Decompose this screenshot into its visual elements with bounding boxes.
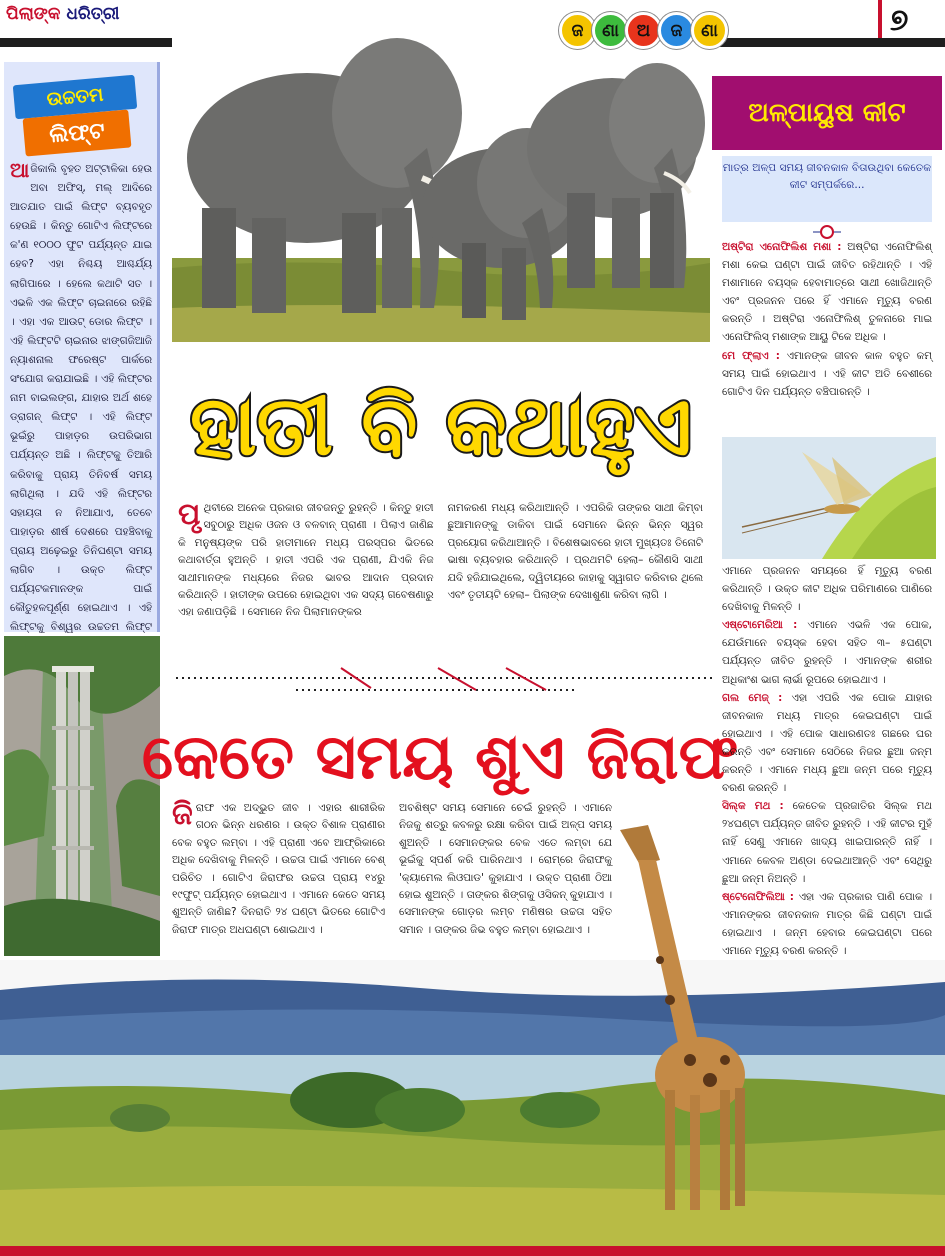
brand-part2: ଧରିତ୍ରୀ — [66, 4, 120, 24]
page-number: ୭ — [890, 3, 909, 38]
insect-entry-stenophilia — [722, 888, 932, 960]
giraffe-title — [141, 708, 739, 796]
tab-letter-3: ଅ — [625, 12, 662, 49]
insect-name: ଷ୍ଟେନୋଫିଲିଆ : — [722, 890, 794, 903]
elephant-photo — [172, 8, 710, 342]
insects-subtitle: ମାତ୍ର ଅଳ୍ପ ସମୟ ଜୀବନକାଳ ବିତାଉଥିବା କେତେକ କୀଟ ସମ୍ପର୍କରେ... — [722, 156, 932, 222]
lift-badge-line1: ଉଚ୍ଚତମ — [13, 75, 137, 120]
page-number-bar — [878, 0, 882, 38]
insect-entry-estomeria — [722, 616, 932, 688]
giraffe-col1-text: ରାଫ ଏକ ଅଦ୍ଭୁତ ଜୀବ । ଏହାର ଶାରୀରିକ ଗଠନ ଭିନ୍ନ ଧରଣର । ଉକ୍ତ ବିଶାଳ ପ୍ରାଣୀର ବେକ ବହୁତ ଲମ୍ବା । ଏହି ପ୍ରାଣୀ ଏବେ ଆଫ୍ରିକାରେ ଅଧିକ ଦେଖିବାକୁ ମିଳନ୍ତି । ଉଚ୍ଚତା ପାଇଁ ଏମାନେ ବେଶ୍ ପରିଚିତ । ଗୋଟିଏ ଜିରାଫର ଉଚ୍ଚତା ପ୍ରାୟ ୧୪ରୁ ୧୯ଫୁଟ୍ ପର୍ଯ୍ୟନ୍ତ ହୋଇଥାଏ । ଏମାନେ କେତେ ସମୟ ଶୁଅନ୍ତି ଜାଣିଛ? ଦିନରାତି ୨୪ ଘଣ୍ଟା ଭିତରେ ଗୋଟିଏ ଜିରାଫ ମାତ୍ର ଅଧଘଣ୍ଟା ଶୋଇଥାଏ । — [172, 802, 385, 936]
insect-desc: ଏମାନେ ଏଭଳି ଏକ ପୋକ, ଯେଉଁମାନେ ବୟସ୍କ ହେବା ସହିତ ୩– ୫ଘଣ୍ଟା ପର୍ଯ୍ୟନ୍ତ ଜୀବିତ ରୁହନ୍ତି । ଏମାନଙ୍କ ଶରୀର ଅଧିକାଂଶ ଭାଗ ଲାର୍ଭା ରୂପରେ ହୋଇଥାଏ । — [722, 619, 932, 686]
lift-article — [10, 160, 152, 656]
giraffe-col-1 — [172, 797, 385, 939]
elephant-article — [178, 497, 703, 622]
giraffe-article — [172, 797, 612, 939]
mayfly-photo — [722, 437, 936, 559]
insect-name: ଅଷ୍ଟିରା ଏନୋଫିଲିଶ ମଶା : — [722, 241, 842, 253]
tab-letter-5: ଣା — [691, 12, 728, 49]
insects-title: ଅଳ୍ପାୟୁଷ କୀଟ — [712, 76, 942, 150]
tab-letter-1: ଜ — [559, 12, 596, 49]
elephant-title — [176, 356, 706, 486]
insect-name: ଗଲ ମେଜ୍ : — [722, 691, 783, 704]
insect-desc: ଅଷ୍ଟିରା ଏନୋଫିଲିଶ୍ ମଶା କେଇ ଘଣ୍ଟା ପାଇଁ ଜୀବିତ ରହିଥାନ୍ତି । ଏହି ମଶାମାନେ ବୟସ୍କ ହେବାମାତ୍ରେ ସାଥୀ ଖୋଜିଥାନ୍ତି ଏବଂ ପ୍ରଜନନ ପରେ ହିଁ ଏମାନେ ମୃତ୍ୟୁ ବରଣ କରନ୍ତି । ଅଷ୍ଟିରା ଏନୋଫିଲିଶ୍ ତୁଳନାରେ ମାଇ ଏନୋଫିଲିସ୍ ମଶାଙ୍କ ଆୟୁ ଟିକେ ଅଧିକ । — [722, 241, 932, 344]
mayfly-continued: ଏମାନେ ପ୍ରଜନନ ସମୟରେ ହିଁ ମୃତ୍ୟୁ ବରଣ କରିଥାନ୍ତି । ଉକ୍ତ କୀଟ ଅଧିକ ପରିମାଣରେ ପାଣିରେ ଦେଖିବାକୁ ମିଳନ୍ତି । — [722, 565, 932, 614]
lift-dropcap: ଆ — [10, 158, 30, 182]
insect-desc: ଏମାନଙ୍କ ଜୀବନ କାଳ ବହୁତ କମ୍ ସମୟ ପାଇଁ ହୋଇଥାଏ । ଏହି କୀଟ ଅତି ବେଶୀରେ ଗୋଟିଏ ଦିନ ପର୍ଯ୍ୟନ୍ତ ବଞ୍ଚିପାରନ୍ତି । — [722, 349, 932, 398]
insect-desc: କେତେକ ପ୍ରଜାତିର ସିଲ୍କ ମଥ ୨୪ଘଣ୍ଟା ପର୍ଯ୍ୟନ୍ତ ଜୀବିତ ରୁହନ୍ତି । ଏହି କୀଟର ମୁହଁ ନାହିଁ ସେଣୁ ଏମାନେ ଖାଦ୍ୟ ଖାଇପାରନ୍ତି ନାହିଁ । ଏମାନେ କେବଳ ଅଣ୍ଡା ଦେଇଥାଆନ୍ତି ଏବଂ ସେଥିରୁ ଛୁଆ ଜନ୍ମ ନିଅନ୍ତି । — [722, 800, 932, 885]
insect-entry-anopheles — [722, 238, 932, 347]
elephant-col1-text: ଥିବୀରେ ଅନେକ ପ୍ରକାର ଜୀବଜନ୍ତୁ ରୁହନ୍ତି । କିନ୍ତୁ ହାତୀ ସବୁଠାରୁ ଅଧିକ ଓଜନ ଓ ବଳବାନ୍ ପ୍ରାଣୀ । ପିଲାଏ ଜାଣିଛ କି ମନୁଷ୍ୟଙ୍କ ପରି ହାତୀମାନେ ମଧ୍ୟ ପରସ୍ପର ଭିତରେ କଥାବାର୍ତ୍ତା ହୁଅନ୍ତି । ହାତୀ ଏପରି ଏକ ପ୍ରାଣୀ, ଯିଏକି ନିଜ ସାଥୀମାନଙ୍କ ମଧ୍ୟରେ ନିଜର ଭାବର ଆଦାନ ପ୍ରଦାନ କରିଥାନ୍ତି । ହାତୀଙ୍କ ଉପରେ ହୋଇଥିବା ଏକ ସଦ୍ୟ ଗବେଷଣାରୁ ଏହା ଜଣାପଡ଼ିଛି । ସେମାନେ ନିଜ ପିଲାମାନଙ୍କର — [178, 502, 434, 619]
giraffe-title-text: କେତେ ସମୟ ଶୁଏ ଜିରାଫ — [141, 720, 739, 793]
insect-name: ସିଲ୍କ ମଥ : — [722, 800, 784, 813]
giraffe-col-2: ଅବଶିଷ୍ଟ ସମୟ ସେମାନେ ଚେଇଁ ରୁହନ୍ତି । ଏମାନେ ନିଜକୁ ଶତ୍ରୁ କବଳରୁ ରକ୍ଷା କରିବା ପାଇଁ ଅଳ୍ପ ସମୟ ଶୁଅନ୍ତି । ସେମାନଙ୍କର ବେକ ଏତେ ଲମ୍ବା ଯେ ଭୂଇଁକୁ ସ୍ପର୍ଶ କରି ପାରିନଥାଏ । ରୋମ୍‌ରେ ଜିରାଫକୁ 'କ୍ୟାମେଲ ଲିଓପାଡ' କୁହାଯାଏ । ଉକ୍ତ ପ୍ରାଣୀ ଠିଆ ହୋଇ ଶୁଅନ୍ତି । ତାଙ୍କର ଶିଙ୍ଗକୁ ଓସିକନ୍ କୁହାଯାଏ । ସେମାନଙ୍କ ଗୋଡ଼ର ଲମ୍ବ ମଣିଷର ଉଚ୍ଚତା ସହିତ ସମାନ । ତାଙ୍କର ଜିଭ ବହୁତ ଲମ୍ବା ହୋଇଥାଏ । — [399, 802, 612, 936]
lift-badge-line2: ଲିଫ୍ଟ — [23, 109, 132, 156]
brand-part1: ପିଲାଙ୍କ — [6, 4, 61, 24]
insect-name: ମେ ଫ୍ଲାଏ : — [722, 349, 780, 362]
elephant-dropcap: ପୃ — [178, 497, 201, 532]
tab-letter-2: ଣା — [592, 12, 629, 49]
insect-entry-mayfly — [722, 347, 932, 401]
giraffe-dropcap: ଜି — [172, 797, 193, 832]
insect-desc: ଏହା ଏପରି ଏକ ପୋକ ଯାହାର ଜୀବନକାଳ ମଧ୍ୟ ମାତ୍ର କେଇଘଣ୍ଟା ପାଇଁ ହୋଇଥାଏ । ଏହି ପୋକ ସାଧାରଣତଃ ଗଛରେ ଘର କରନ୍ତି ଏବଂ ସେମାନେ ସେଠିରେ ନିଜର ଛୁଆ ଜନ୍ମ କରନ୍ତି । ଏମାନେ ମଧ୍ୟ ଛୁଆ ଜନ୍ମ ପରେ ମୃତ୍ୟୁ ବରଣ କରନ୍ତି । — [722, 691, 932, 795]
lift-photo — [4, 636, 160, 956]
elephant-title-text: ହାତୀ ବି କଥାହୁଏ — [190, 379, 692, 474]
savanna-photo — [0, 960, 945, 1246]
insects-article-part2 — [722, 562, 932, 960]
tab-letter-4: ଜ — [658, 12, 695, 49]
section-divider — [176, 660, 712, 710]
insect-desc: ଏହା ଏକ ପ୍ରକାର ପାଣି ପୋକ । ଏମାନଙ୍କର ଜୀବନକାଳ ମାତ୍ର କିଛି ଘଣ୍ଟା ପାଇଁ ହୋଇଥାଏ । ଜନ୍ମ ହେବାର କେଇଘଣ୍ଟା ପରେ ଏମାନେ ମୃତ୍ୟୁ ବରଣ କରନ୍ତି । — [722, 890, 932, 957]
footer-rule — [0, 1246, 945, 1256]
insects-article-part1 — [722, 238, 932, 401]
insect-name: ଏଷ୍ଟୋମେରିଆ : — [722, 619, 798, 632]
elephant-col-2: ନାମକରଣ ମଧ୍ୟ କରିଥାଆନ୍ତି । ଏପରିକି ତାଙ୍କର ସାଥୀ କିମ୍ବା ଛୁଆମାନଙ୍କୁ ଡାକିବା ପାଇଁ ସେମାନେ ଭିନ୍ନ ଭିନ୍ନ ସ୍ୱର ପ୍ରୟୋଗ କରିଥାଆନ୍ତି । ବିଶେଷଭାବରେ ହାତୀ ମୁଖ୍ୟତଃ ତିନୋଟି ଭାଷା ବ୍ୟବହାର କରିଥାନ୍ତି । ପ୍ରଥମଟି ହେଲା– କୌଣସି ସାଥୀ ଯଦି ହଜିଯାଇଥିଲେ, ଦ୍ୱିତୀୟରେ କାହାକୁ ସ୍ୱାଗତ କରିବାର ଥିଲେ ଏବଂ ତୃତୀୟଟି ହେଲା– ପିଲାଙ୍କ ଦେଖାଶୁଣା କରିବା ଲାଗି । — [447, 502, 703, 602]
section-tabs — [563, 12, 728, 49]
lift-body: ଜିକାଲି ବୃହତ ଅଟ୍ଟାଳିକା ହେଉ ଅବା ଅଫିସ୍, ମଲ୍ ଆଦିରେ ଆତଯାତ ପାଇଁ ଲିଫ୍ଟ ବ୍ୟବହୃତ ହେଉଛି । କିନ୍ତୁ ଗୋଟିଏ ଲିଫ୍ଟରେ କ'ଣ ୧୦୦୦ ଫୁଟ ପର୍ଯ୍ୟନ୍ତ ଯାଇ ହେବ? ଏହା ନିଶ୍ଚୟ ଆଶ୍ଚର୍ଯ୍ୟ ଲାଗିପାରେ । ହେଲେ କଥାଟି ସତ । ଏଭଳି ଏକ ଲିଫ୍ଟ ଚାଇନାରେ ରହିଛି । ଏହା ଏକ ଆଉଟ୍ ଡୋର ଲିଫ୍ଟ । ଏହି ଲିଫ୍ଟଟି ଚାଇନାର ଝାଙ୍ଗଜିଆଜି ନ୍ୟାଶନାଲ ଫରେଷ୍ଟ ପାର୍କରେ ସଂଯୋଗ କରାଯାଇଛି । ଏହି ଲିଫ୍ଟର ନାମ ବାଇଲଙ୍ଗ, ଯାହାର ଅର୍ଥ ଶହେ ଡ୍ରାଗନ୍ ଲିଫ୍ଟ । ଏହି ଲିଫ୍ଟ ଭୂଇଁରୁ ପାହାଡ଼ର ଉପରିଭାଗ ପର୍ଯ୍ୟନ୍ତ ଅଛି । ଲିଫ୍ଟକୁ ତିଆରି କରିବାକୁ ପ୍ରାୟ ତିନିବର୍ଷ ସମୟ ଲାଗିଥିଲା । ଯଦି ଏହି ଲିଫ୍ଟର ସହାୟତା ନ ନିଆଯାଏ, ତେବେ ପାହାଡ଼ର ଶୀର୍ଷ ଦେଶରେ ପହଞ୍ଚିବାକୁ ପ୍ରାୟ ଅଢ଼େଇରୁ ତିନିଘଣ୍ଟା ସମୟ ଲାଗିବ । ଉକ୍ତ ଲିଫ୍ଟ ପର୍ଯ୍ୟଟକମାନଙ୍କ ପାଇଁ କୌତୁହଳପୂର୍ଣ୍ଣ ହୋଇଥାଏ । ଏହି ଲିଫ୍ଟକୁ ବିଶ୍ୱର ଉଚ୍ଚତମ ଲିଫ୍ଟ — [10, 163, 152, 634]
insect-entry-silk-moth — [722, 797, 932, 887]
newspaper-brand — [6, 4, 119, 24]
insect-entry-gall-midge — [722, 689, 932, 798]
elephant-col-1 — [178, 497, 434, 622]
